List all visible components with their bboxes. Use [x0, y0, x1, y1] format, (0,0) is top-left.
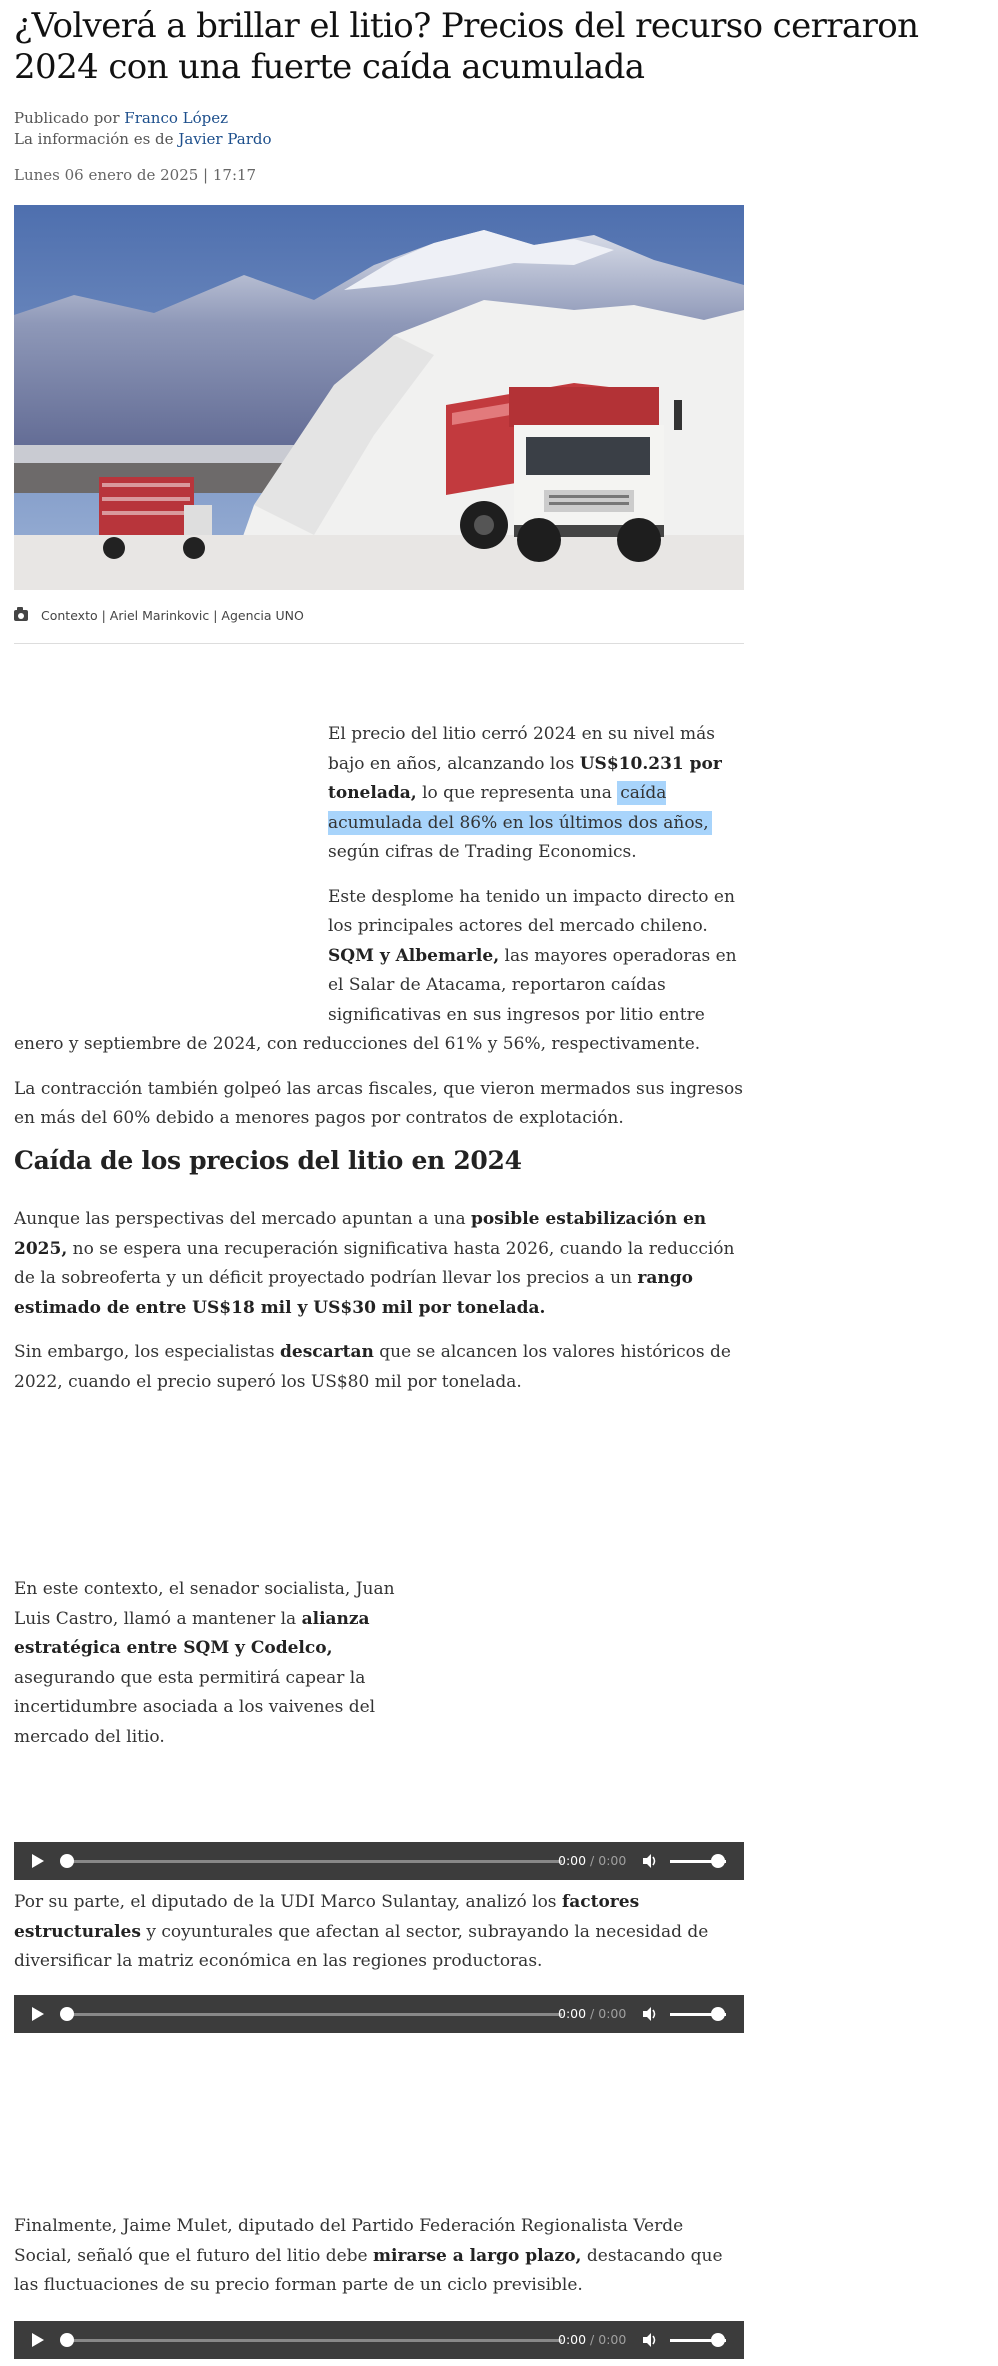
byline-info: [14, 129, 272, 149]
paragraph-7: Por su parte, el diputado de la UDI Marco Sulantay, analizó los factores estructurales y coyunturales que afectan al sector, subrayando la necesidad de diversificar la matriz económica en las regiones productoras.: [14, 1892, 709, 1971]
seek-bar[interactable]: [66, 1860, 562, 1863]
author-link[interactable]: Franco López: [124, 109, 229, 127]
time-display: 0:00 / 0:00: [558, 2006, 627, 2021]
highlighted-text: caída acumulada del 86% en los últimos dos años,: [328, 781, 712, 835]
outlook-block: [14, 1205, 744, 1397]
caption-divider: [14, 643, 744, 644]
volume-handle[interactable]: [711, 1854, 725, 1868]
audio-player-3: [14, 2321, 744, 2359]
paragraph-1: El precio del litio cerró 2024 en su nivel más bajo en años, alcanzando los US$10.231 por tonelada, lo que representa una caída acumulada del 86% en los últimos dos años, según cifras de Trading Economics.: [328, 724, 722, 862]
salt-mine-trucks-image: [14, 205, 744, 590]
intro-block: [14, 720, 744, 1134]
volume-handle[interactable]: [711, 2007, 725, 2021]
info-author-link[interactable]: Javier Pardo: [178, 130, 272, 148]
caption-text: Contexto | Ariel Marinkovic | Agencia UNO: [41, 608, 304, 623]
play-icon[interactable]: [32, 2007, 44, 2021]
info-prefix: La información es de: [14, 130, 174, 148]
volume-icon[interactable]: [642, 2006, 658, 2022]
play-icon[interactable]: [32, 2333, 44, 2347]
hero-photo: [14, 205, 744, 590]
volume-icon[interactable]: [642, 2332, 658, 2348]
seek-bar[interactable]: [66, 2339, 562, 2342]
publish-date: Lunes 06 enero de 2025 | 17:17: [14, 166, 257, 184]
paragraph-2: Este desplome ha tenido un impacto directo en los principales actores del mercado chileno. SQM y Albemarle, las mayores operadoras en el Salar de Atacama, reportaron caídas significativas en sus ingresos por litio entre enero y septiembre de 2024, con reducciones del 61% y 56%, respectivamente.: [14, 886, 737, 1054]
article-title: ¿Volverá a brillar el litio? Precios del recurso cerraron 2024 con una fuerte caída acumulada: [14, 6, 919, 87]
paragraph-5: Sin embargo, los especialistas descartan que se alcancen los valores históricos de 2022, cuando el precio superó los US$80 mil por tonelada.: [14, 1342, 731, 1392]
paragraph-8: Finalmente, Jaime Mulet, diputado del Partido Federación Regionalista Verde Social, señaló que el futuro del litio debe mirarse a largo plazo, destacando que las fluctuaciones de su precio forman parte de un ciclo previsible.: [14, 2216, 723, 2295]
seek-handle[interactable]: [60, 1854, 74, 1868]
play-icon[interactable]: [32, 1854, 44, 1868]
published-prefix: Publicado por: [14, 109, 120, 127]
volume-icon[interactable]: [642, 1853, 658, 1869]
section-heading: Caída de los precios del litio en 2024: [14, 1146, 522, 1175]
seek-handle[interactable]: [60, 2007, 74, 2021]
volume-handle[interactable]: [711, 2333, 725, 2347]
paragraph-3: La contracción también golpeó las arcas fiscales, que vieron mermados sus ingresos en más del 60% debido a menores pagos por contratos de explotación.: [14, 1078, 743, 1128]
photo-caption: [14, 608, 304, 623]
time-display: 0:00 / 0:00: [558, 1853, 627, 1868]
byline-published: [14, 108, 228, 128]
paragraph-4: Aunque las perspectivas del mercado apuntan a una posible estabilización en 2025, no se espera una recuperación significativa hasta 2026, cuando la reducción de la sobreoferta y un déficit proyectado podrían llevar los precios a un rango estimado de entre US$18 mil y US$30 mil por tonelada.: [14, 1209, 735, 1318]
camera-icon: [14, 610, 28, 621]
time-display: 0:00 / 0:00: [558, 2332, 627, 2347]
seek-bar[interactable]: [66, 2013, 562, 2016]
audio-player-1: [14, 1842, 744, 1880]
ad-slot: [14, 720, 328, 1010]
seek-handle[interactable]: [60, 2333, 74, 2347]
paragraph-6: En este contexto, el senador socialista, Juan Luis Castro, llamó a mantener la alianza estratégica entre SQM y Codelco, asegurando que esta permitirá capear la incertidumbre asociada a los vaivenes del mercado del litio.: [14, 1579, 395, 1747]
audio-player-2: [14, 1995, 744, 2033]
